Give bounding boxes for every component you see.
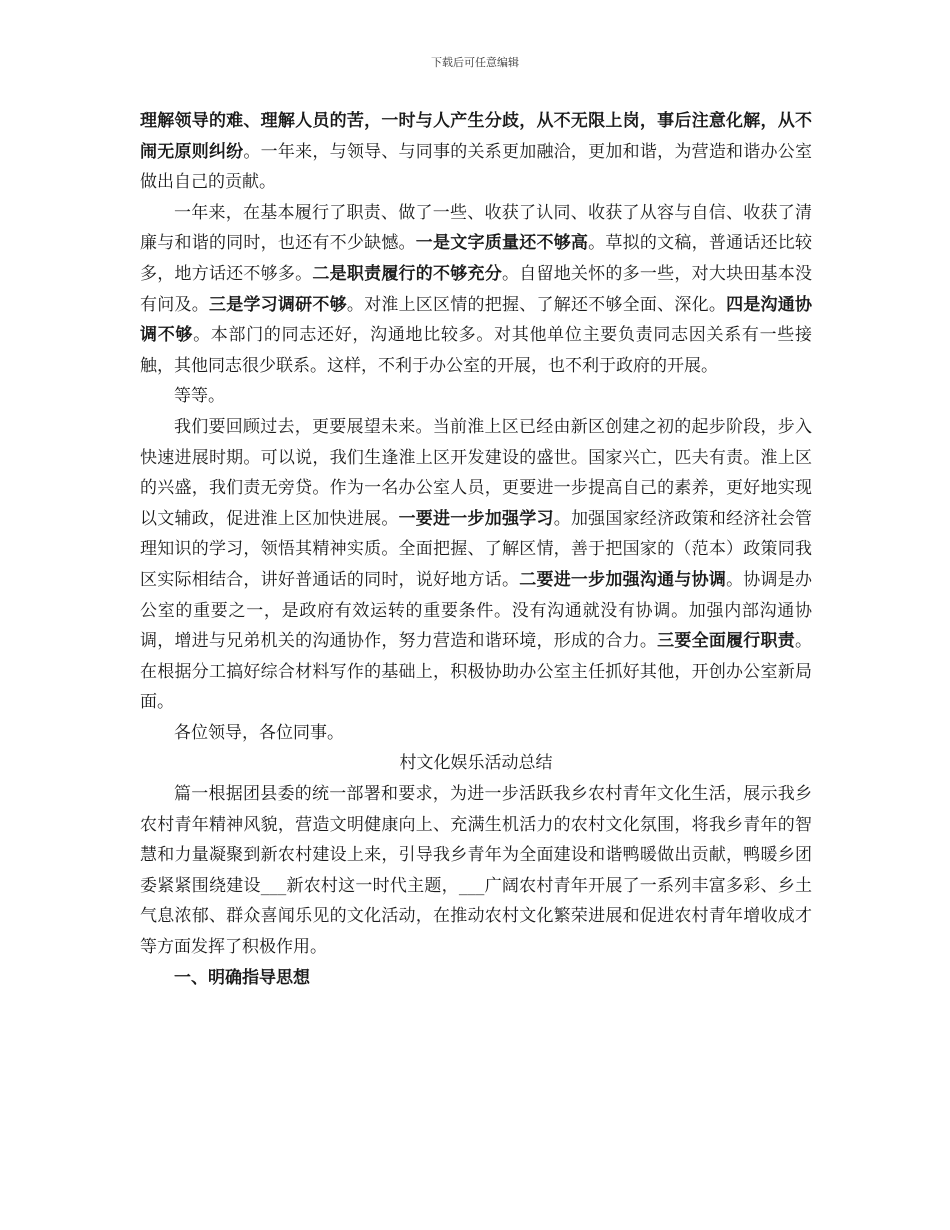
section-title: 村文化娱乐活动总结 <box>399 753 553 774</box>
paragraph-1 <box>140 106 812 198</box>
paragraph-text: 我们要回顾过去，更要展望未来。当前淮上区已经由新区创建之初的起步阶段，步入快速进展时期。可以说，我们生逢淮上区开发建设的盛世。国家兴亡，匹夫有责。淮上区的兴盛，我们责无旁贷。作为一名办公室人员，更要进一步提高自己的素养，更好地实现以文辅政，促进淮上区加快进展。 <box>140 416 812 529</box>
paragraph-text: 。一年来，与领导、与同事的关系更加融洽，更加和谐，为营造和谐办公室做出自己的贡献。 <box>140 141 812 193</box>
bold-phrase: 理解领导的难、理解人员的苦，一时与人产生分歧，从不无限上岗，事后注意化解，从不闹无原则纠纷 <box>140 111 812 162</box>
document-body <box>140 106 812 993</box>
bold-phrase: 一是文字质量还不够高 <box>415 233 589 254</box>
bold-phrase: 三是学习调研不够 <box>208 294 347 315</box>
paragraph-text: 。对淮上区区情的把握、了解还不够全面、深化。 <box>346 294 727 315</box>
paragraph-6: 篇一根据团县委的统一部署和要求，为进一步活跃我乡农村青年文化生活，展示我乡农村青年精神风貌，营造文明健康向上、充满生机活力的农村文化氛围，将我乡青年的智慧和力量凝聚到新农村建设上来，引导我乡青年为全面建设和谐鸭暖做出贡献，鸭暖乡团委紧紧围绕建设___新农村这一时代主题，___广阔农村青年开展了一系列丰富多彩、乡土气息浓郁、群众喜闻乐见的文化活动，在推动农村文化繁荣进展和促进农村青年增收成才等方面发挥了积极作用。 <box>140 784 812 958</box>
paragraph-5: 各位领导，各位同事。 <box>174 722 344 743</box>
bold-phrase: 二是职责履行的不够充分 <box>312 263 502 284</box>
paragraph-text: 。协调是办公室的重要之一，是政府有效运转的重要条件。没有沟通就没有协调。加强内部沟通协调，增进与兄弟机关的沟通协作，努力营造和谐环境，形成的合力。 <box>140 569 813 652</box>
bold-phrase: 四是沟通协调不够 <box>140 294 813 346</box>
paragraph-3: 等等。 <box>174 386 225 407</box>
section-heading: 一、明确指导思想 <box>174 967 310 988</box>
paragraph-text: 一年来，在基本履行了职责、做了一些、收获了认同、收获了从容与自信、收获了清廉与和谐的同时，也还有不少缺憾。 <box>140 202 812 254</box>
bold-phrase: 三要全面履行职责 <box>657 631 796 652</box>
paragraph-text: 。自留地关怀的多一些，对大块田基本没有问及。 <box>140 263 813 315</box>
bold-phrase: 二要进一步加强沟通与协调 <box>519 569 727 590</box>
page-header: 下载后可任意编辑 <box>431 56 519 69</box>
paragraph-2 <box>140 198 812 382</box>
paragraph-4 <box>140 412 812 718</box>
paragraph-text: 。加强国家经济政策和经济社会管理知识的学习，领悟其精神实质。全面把握、了解区情，善于把国家的（范本）政策同我区实际相结合，讲好普通话的同时，说好地方话。 <box>140 508 813 590</box>
paragraph-text: 。草拟的文稿，普通话还比较多，地方话还不够多。 <box>140 233 813 284</box>
bold-phrase: 一要进一步加强学习 <box>398 508 554 529</box>
paragraph-text: 。本部门的同志还好，沟通地比较多。对其他单位主要负责同志因关系有一些接触，其他同志很少联系。这样，不利于办公室的开展，也不利于政府的开展。 <box>140 325 812 376</box>
paragraph-text: 。在根据分工搞好综合材料写作的基础上，积极协助办公室主任抓好其他，开创办公室新局面。 <box>140 631 813 713</box>
